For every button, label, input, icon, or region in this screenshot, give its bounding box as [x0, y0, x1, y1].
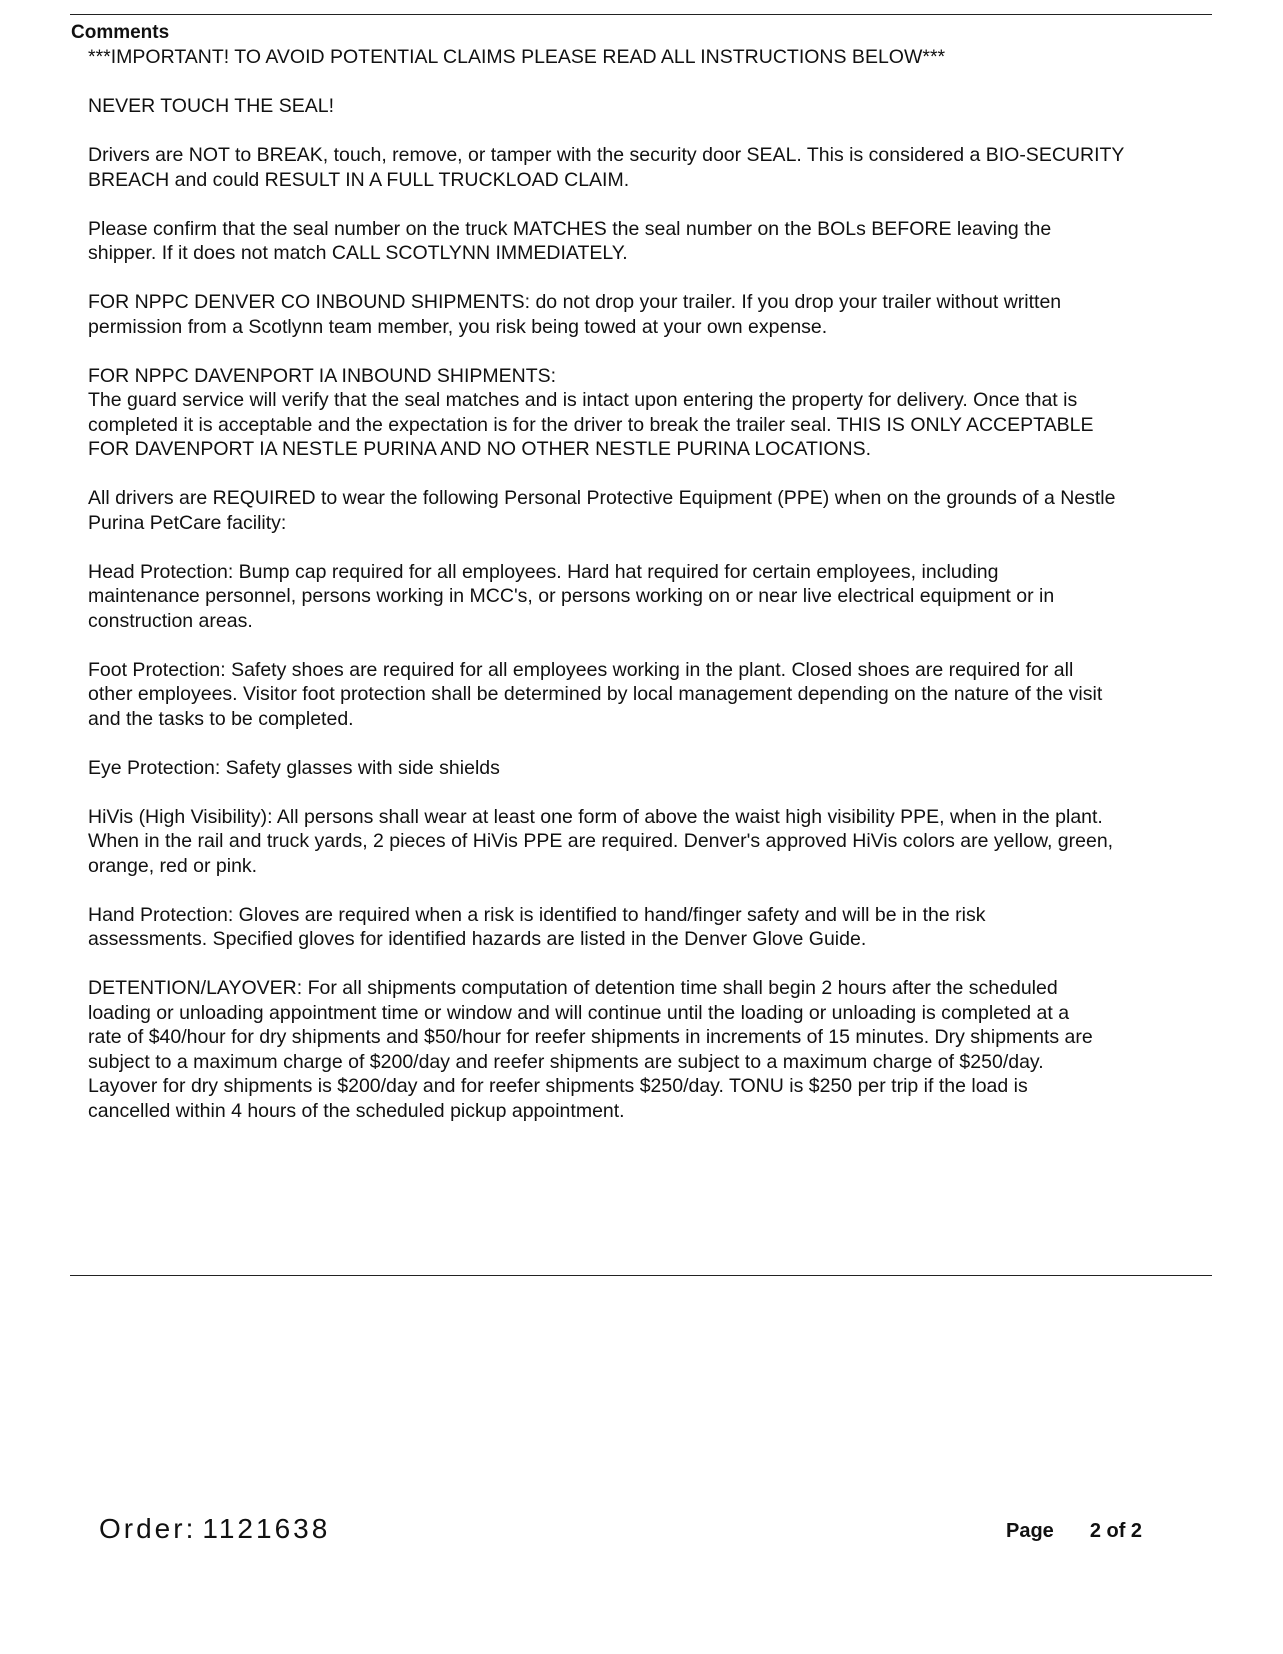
- order-label: Order:: [99, 1513, 197, 1544]
- eye-protection-paragraph: Eye Protection: Safety glasses with side shields: [88, 756, 500, 779]
- important-notice: ***IMPORTANT! TO AVOID POTENTIAL CLAIMS PLEASE READ ALL INSTRUCTIONS BELOW***: [88, 46, 946, 68]
- foot-protection-paragraph: Foot Protection: Safety shoes are required for all employees working in the plant. Closed shoes are required for all other employees. Visitor foot protection shall be determined by local management depending on the nature of the visit and the tasks to be completed.: [88, 658, 1103, 730]
- ppe-requirement-paragraph: All drivers are REQUIRED to wear the following Personal Protective Equipment (PPE) when on the grounds of a Nestle Purina PetCare facility:: [88, 487, 1116, 534]
- page-indicator: [1006, 1518, 1142, 1544]
- detention-layover-paragraph: DETENTION/LAYOVER: For all shipments computation of detention time shall begin 2 hours after the scheduled loading or unloading appointment time or window and will continue until the loading or unloading is completed at a rate of $40/hour for dry shipments and $50/hour for reefer shipments in increments of 15 minutes. Dry shipments are subject to a maximum charge of $200/day and reefer shipments are subject to a maximum charge of $250/day. Layover for dry shipments is $200/day and for reefer shipments $250/day. TONU is $250 per trip if the load is cancelled within 4 hours of the scheduled pickup appointment.: [88, 977, 1093, 1122]
- page-label: Page: [1006, 1520, 1054, 1542]
- order-number: 1121638: [202, 1513, 331, 1544]
- seal-warning: NEVER TOUCH THE SEAL!: [88, 95, 334, 117]
- hivis-paragraph: HiVis (High Visibility): All persons shall wear at least one form of above the waist high visibility PPE, when in the plant. When in the rail and truck yards, 2 pieces of HiVis PPE are required. Denver's approved HiVis colors are yellow, green, orange, red or pink.: [88, 805, 1114, 877]
- hand-protection-paragraph: Hand Protection: Gloves are required when a risk is identified to hand/finger safety and will be in the risk assessments. Specified gloves for identified hazards are listed in the Denver Glove Guide.: [88, 903, 986, 950]
- top-divider: [70, 14, 1212, 15]
- comments-body: [88, 45, 1218, 1148]
- davenport-inbound-paragraph: FOR NPPC DAVENPORT IA INBOUND SHIPMENTS: The guard service will verify that the seal matches and is intact upon entering the property for delivery. Once that is completed it is acceptable and the expectation is for the driver to break the trailer seal. THIS IS ONLY ACCEPTABLE FOR DAVENPORT IA NESTLE PURINA AND NO OTHER NESTLE PURINA LOCATIONS.: [88, 364, 1094, 460]
- comments-heading: Comments: [71, 22, 170, 43]
- seal-confirm-paragraph: Please confirm that the seal number on the truck MATCHES the seal number on the BOLs BEFORE leaving the shipper. If it does not match CALL SCOTLYNN IMMEDIATELY.: [88, 217, 1052, 264]
- denver-inbound-paragraph: FOR NPPC DENVER CO INBOUND SHIPMENTS: do not drop your trailer. If you drop your trailer without written permission from a Scotlynn team member, you risk being towed at your own expense.: [88, 291, 1062, 338]
- page-number: 2 of 2: [1089, 1520, 1143, 1542]
- bottom-divider: [70, 1275, 1212, 1276]
- head-protection-paragraph: Head Protection: Bump cap required for all employees. Hard hat required for certain employees, including maintenance personnel, persons working in MCC's, or persons working on or near live electrical equipment or in construction areas.: [88, 560, 1055, 632]
- order-footer: [99, 1512, 330, 1546]
- seal-tamper-paragraph: Drivers are NOT to BREAK, touch, remove, or tamper with the security door SEAL. This is considered a BIO-SECURITY BREACH and could RESULT IN A FULL TRUCKLOAD CLAIM.: [88, 144, 1125, 191]
